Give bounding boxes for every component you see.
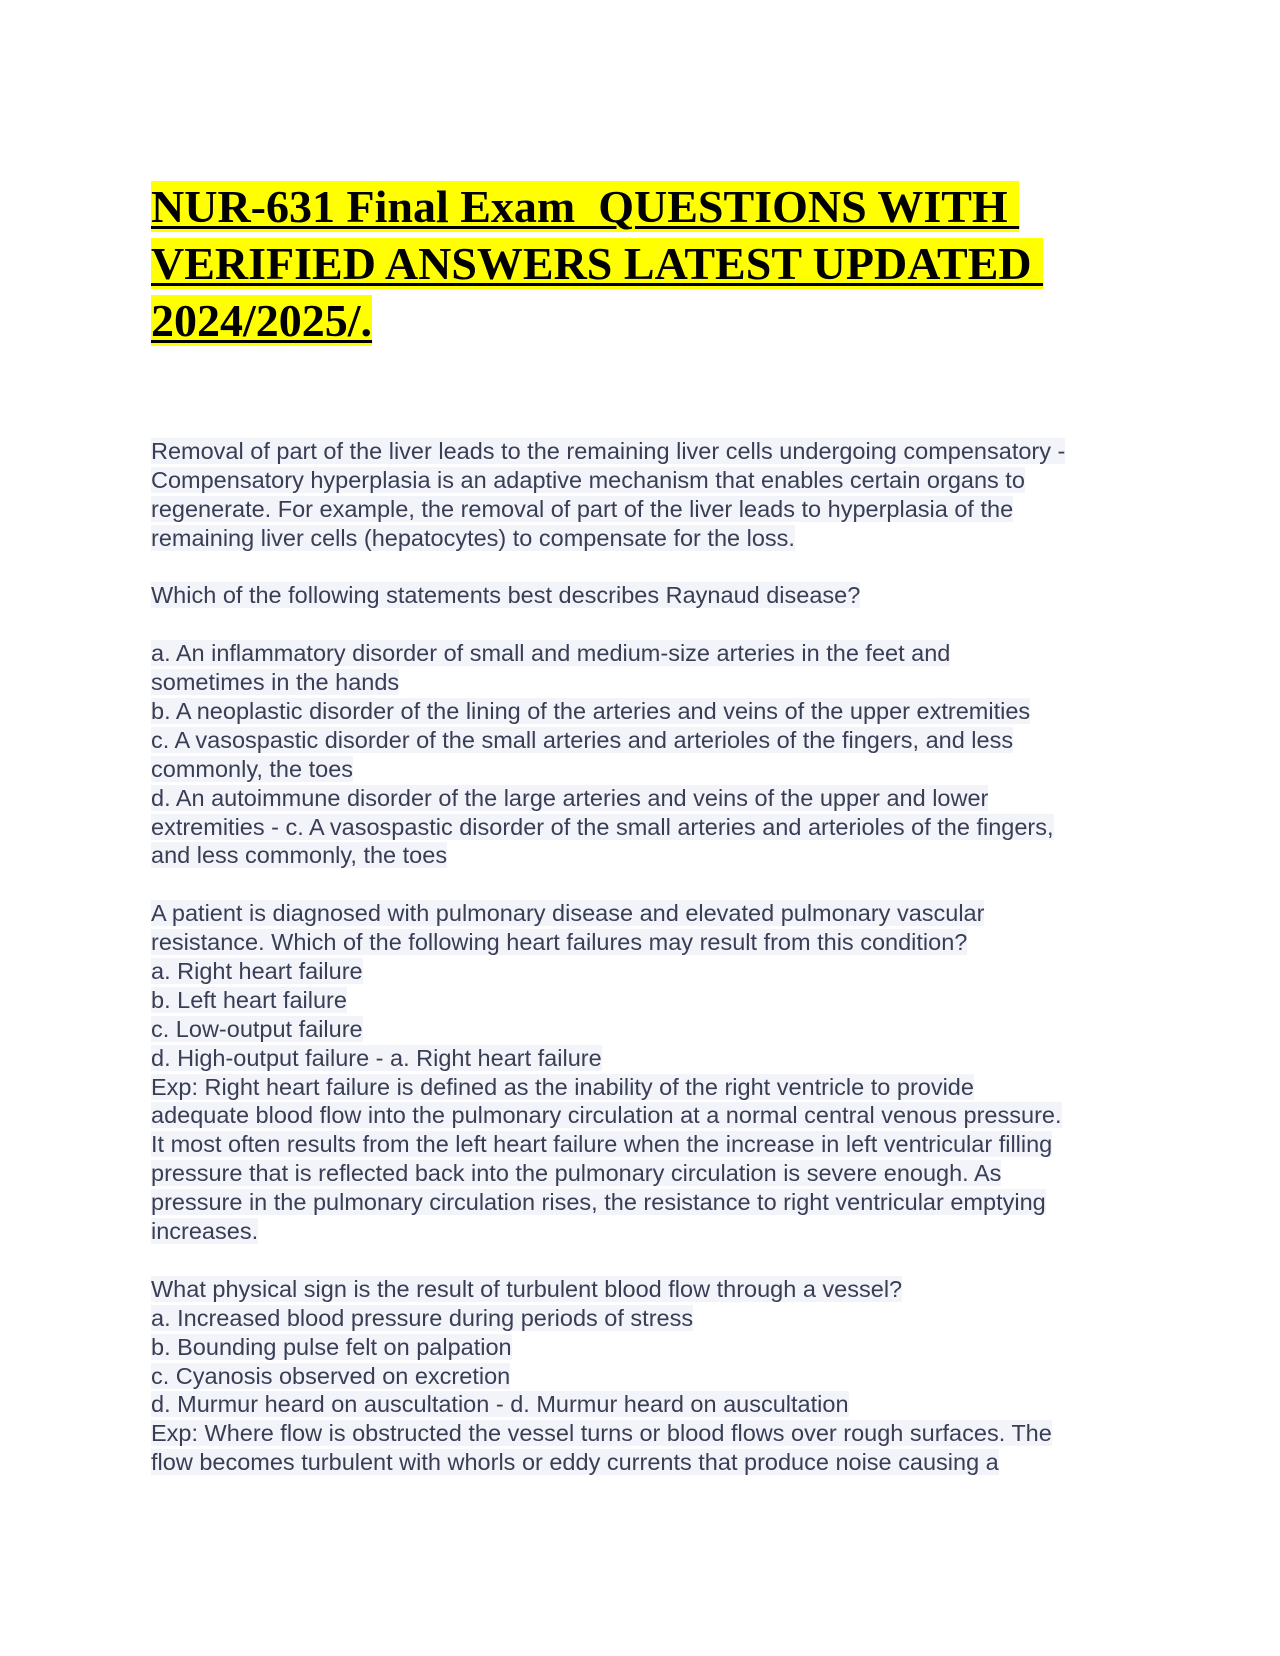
text-line: What physical sign is the result of turbulent blood flow through a vessel?: [151, 1275, 903, 1302]
paragraph-gap: [151, 610, 1151, 639]
text-line: pressure that is reflected back into the pulmonary circulation is severe enough. As: [151, 1160, 1002, 1187]
text-line: Removal of part of the liver leads to the remaining liver cells undergoing compensatory -: [151, 438, 1066, 464]
text-line: commonly, the toes: [151, 755, 354, 782]
paragraph-gap: [151, 1246, 1151, 1275]
text-line: and less commonly, the toes: [151, 842, 448, 869]
text-line: pressure in the pulmonary circulation rises, the resistance to right ventricular emptying: [151, 1189, 1046, 1216]
text-line: b. Left heart failure: [151, 986, 347, 1013]
title-line: 2024/2025/.: [151, 295, 373, 346]
question-raynaud: [151, 581, 1151, 610]
question-turbulent-flow: [151, 1275, 1151, 1477]
title-line: VERIFIED ANSWERS LATEST UPDATED: [151, 238, 1044, 289]
document-body: [151, 437, 1151, 1477]
text-line: c. Low-output failure: [151, 1015, 363, 1042]
text-line: sometimes in the hands: [151, 669, 400, 696]
text-line: d. Murmur heard on auscultation - d. Murmur heard on auscultation: [151, 1391, 849, 1418]
text-line: extremities - c. A vasospastic disorder of the small arteries and arterioles of the fingers,: [151, 813, 1054, 840]
text-line: a. Right heart failure: [151, 958, 363, 985]
text-line: Compensatory hyperplasia is an adaptive mechanism that enables certain organs to: [151, 466, 1025, 493]
document-title: [151, 178, 1161, 349]
text-line: d. High-output failure - a. Right heart failure: [151, 1044, 602, 1071]
text-line: flow becomes turbulent with whorls or eddy currents that produce noise causing a: [151, 1449, 999, 1476]
text-line: regenerate. For example, the removal of part of the liver leads to hyperplasia of the: [151, 495, 1014, 522]
text-line: adequate blood flow into the pulmonary circulation at a normal central venous pressure.: [151, 1102, 1062, 1129]
paragraph-gap: [151, 870, 1151, 899]
paragraph-liver-hyperplasia: [151, 437, 1151, 553]
paragraph-gap: [151, 553, 1151, 582]
text-line: remaining liver cells (hepatocytes) to compensate for the loss.: [151, 524, 795, 551]
title-line: NUR-631 Final Exam QUESTIONS WITH: [151, 181, 1020, 232]
text-line: It most often results from the left heart failure when the increase in left ventricular filling: [151, 1131, 1053, 1158]
text-line: a. Increased blood pressure during periods of stress: [151, 1304, 694, 1331]
text-line: Exp: Where flow is obstructed the vessel turns or blood flows over rough surfaces. The: [151, 1420, 1052, 1447]
text-line: c. Cyanosis observed on excretion: [151, 1362, 511, 1389]
text-line: A patient is diagnosed with pulmonary disease and elevated pulmonary vascular: [151, 900, 985, 927]
text-line: Exp: Right heart failure is defined as the inability of the right ventricle to provide: [151, 1073, 974, 1100]
text-line: c. A vasospastic disorder of the small arteries and arterioles of the fingers, and less: [151, 726, 1014, 753]
text-line: Which of the following statements best describes Raynaud disease?: [151, 582, 861, 609]
raynaud-options: [151, 639, 1151, 870]
text-line: increases.: [151, 1218, 259, 1245]
question-heart-failure: [151, 899, 1151, 1246]
text-line: b. Bounding pulse felt on palpation: [151, 1333, 512, 1360]
text-line: resistance. Which of the following heart failures may result from this condition?: [151, 929, 968, 956]
text-line: b. A neoplastic disorder of the lining of the arteries and veins of the upper extremities: [151, 698, 1031, 725]
text-line: a. An inflammatory disorder of small and medium-size arteries in the feet and: [151, 640, 951, 667]
text-line: d. An autoimmune disorder of the large arteries and veins of the upper and lower: [151, 784, 989, 811]
